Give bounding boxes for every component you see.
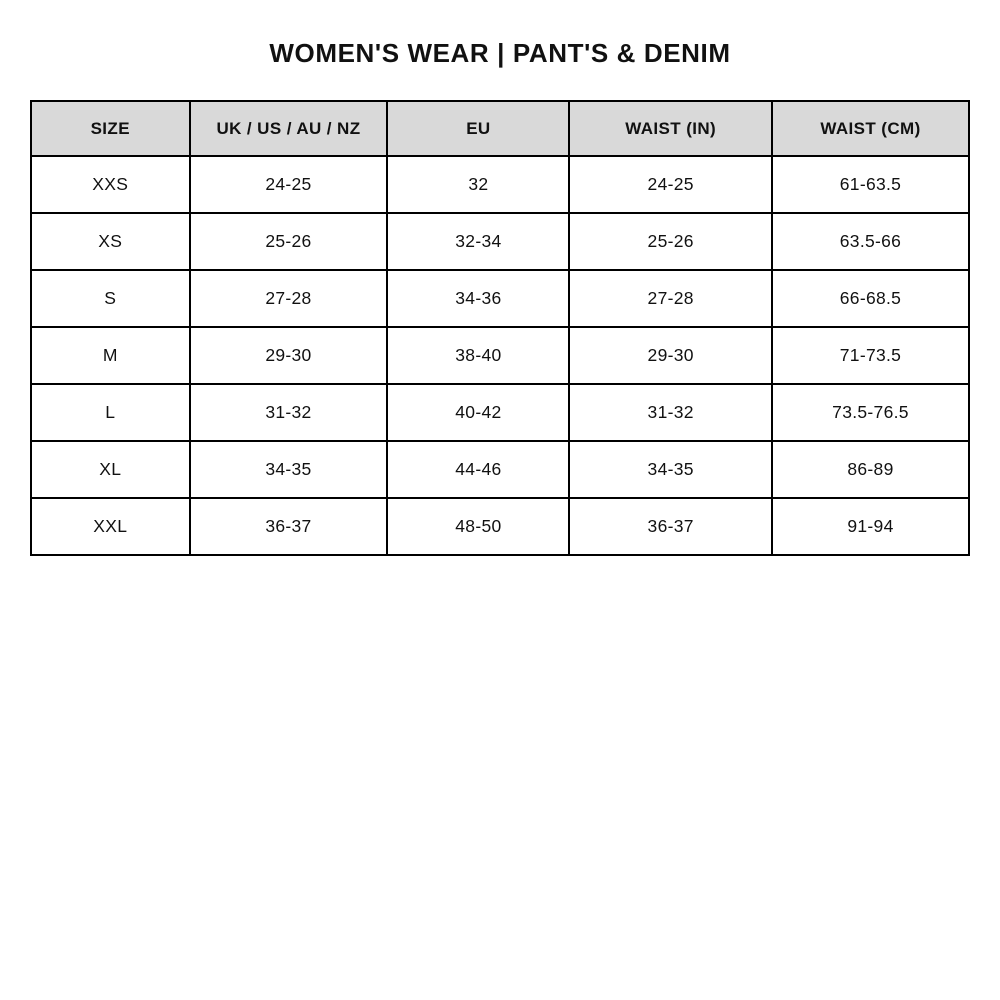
- cell-waist-cm: 61-63.5: [772, 156, 969, 213]
- page-title: WOMEN'S WEAR | PANT'S & DENIM: [269, 38, 731, 68]
- cell-waist-cm: 91-94: [772, 498, 969, 555]
- cell-waist-in: 24-25: [569, 156, 772, 213]
- size-chart-header: [31, 101, 969, 156]
- table-row-xl: [31, 441, 969, 498]
- table-row-s: [31, 270, 969, 327]
- cell-uk-us-au-nz: 31-32: [190, 384, 388, 441]
- table-row-xs: [31, 213, 969, 270]
- cell-eu: 40-42: [387, 384, 569, 441]
- column-header-size: SIZE: [31, 101, 190, 156]
- cell-eu: 32: [387, 156, 569, 213]
- cell-waist-in: 27-28: [569, 270, 772, 327]
- cell-waist-in: 29-30: [569, 327, 772, 384]
- table-row-xxs: [31, 156, 969, 213]
- cell-size: XL: [31, 441, 190, 498]
- table-row-l: [31, 384, 969, 441]
- cell-uk-us-au-nz: 34-35: [190, 441, 388, 498]
- cell-waist-in: 34-35: [569, 441, 772, 498]
- cell-waist-cm: 73.5-76.5: [772, 384, 969, 441]
- cell-eu: 38-40: [387, 327, 569, 384]
- cell-waist-in: 25-26: [569, 213, 772, 270]
- size-chart-table: [30, 100, 970, 556]
- cell-waist-cm: 63.5-66: [772, 213, 969, 270]
- size-chart-body: [31, 156, 969, 555]
- cell-waist-cm: 71-73.5: [772, 327, 969, 384]
- cell-eu: 48-50: [387, 498, 569, 555]
- table-row-m: [31, 327, 969, 384]
- cell-waist-in: 31-32: [569, 384, 772, 441]
- cell-eu: 32-34: [387, 213, 569, 270]
- cell-uk-us-au-nz: 25-26: [190, 213, 388, 270]
- column-header-waist-in: WAIST (IN): [569, 101, 772, 156]
- column-header-uk-us-au-nz: UK / US / AU / NZ: [190, 101, 388, 156]
- cell-size: L: [31, 384, 190, 441]
- cell-size: XS: [31, 213, 190, 270]
- cell-size: XXL: [31, 498, 190, 555]
- cell-waist-in: 36-37: [569, 498, 772, 555]
- cell-eu: 34-36: [387, 270, 569, 327]
- cell-uk-us-au-nz: 27-28: [190, 270, 388, 327]
- column-header-eu: EU: [387, 101, 569, 156]
- cell-size: S: [31, 270, 190, 327]
- cell-uk-us-au-nz: 36-37: [190, 498, 388, 555]
- cell-eu: 44-46: [387, 441, 569, 498]
- cell-size: M: [31, 327, 190, 384]
- cell-waist-cm: 86-89: [772, 441, 969, 498]
- cell-size: XXS: [31, 156, 190, 213]
- header-row: [31, 101, 969, 156]
- cell-uk-us-au-nz: 29-30: [190, 327, 388, 384]
- cell-uk-us-au-nz: 24-25: [190, 156, 388, 213]
- cell-waist-cm: 66-68.5: [772, 270, 969, 327]
- table-row-xxl: [31, 498, 969, 555]
- column-header-waist-cm: WAIST (CM): [772, 101, 969, 156]
